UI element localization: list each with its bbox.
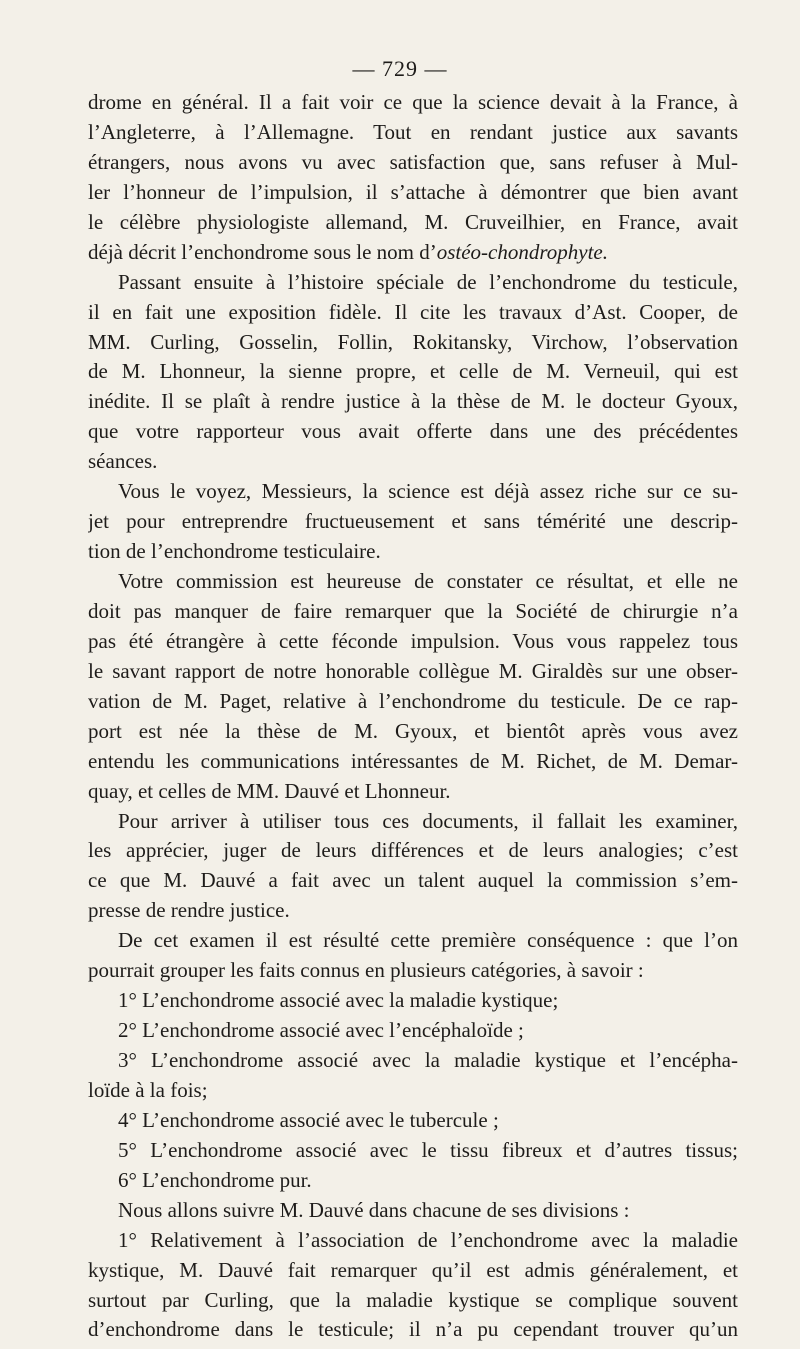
- text-line: [88, 747, 738, 777]
- text-line: [88, 1046, 738, 1076]
- text-line-content: de M. Lhonneur, la sienne propre, et celle de M. Verneuil, qui est: [88, 359, 738, 384]
- text-line: [88, 417, 738, 447]
- text-line-content: vation de M. Paget, relative à l’enchondrome du testicule. De ce rap-: [88, 688, 738, 713]
- text-line-content: 1° L’enchondrome associé avec la maladie kystique;: [118, 988, 559, 1013]
- text-line: [88, 956, 738, 986]
- text-line-content: Nous allons suivre M. Dauvé dans chacune de ses divisions :: [118, 1197, 630, 1222]
- text-line: [88, 328, 738, 358]
- text-line-content: MM. Curling, Gosselin, Follin, Rokitansky, Virchow, l’observation: [88, 329, 738, 354]
- text-line-content: inédite. Il se plaît à rendre justice à la thèse de M. le docteur Gyoux,: [88, 389, 738, 414]
- text-line-content: De cet examen il est résulté cette première conséquence : que l’on: [118, 928, 738, 953]
- text-line-content: que votre rapporteur vous avait offerte dans une des précédentes: [88, 419, 738, 444]
- text-line: [88, 777, 738, 807]
- text-line: [88, 866, 738, 896]
- text-line-content: Pour arriver à utiliser tous ces documents, il fallait les examiner,: [118, 808, 738, 833]
- text-line: [88, 1166, 738, 1196]
- text-line: [88, 717, 738, 747]
- text-line-content: 2° L’enchondrome associé avec l’encéphaloïde ;: [118, 1018, 524, 1043]
- text-line-content: loïde à la fois;: [88, 1077, 208, 1102]
- text-line-content: étrangers, nous avons vu avec satisfaction que, sans refuser à Mul-: [88, 149, 738, 174]
- text-line-content: tion de l’enchondrome testiculaire.: [88, 539, 381, 564]
- page-number: — 729 —: [352, 56, 448, 81]
- text-line-content: d’enchondrome dans le testicule; il n’a pu cependant trouver qu’un: [88, 1317, 738, 1342]
- text-line: [88, 1256, 738, 1286]
- text-line: [88, 447, 738, 477]
- text-line: [88, 986, 738, 1016]
- text-line: [88, 268, 738, 298]
- text-line: [88, 896, 738, 926]
- text-line: [88, 1226, 738, 1256]
- text-line-content: presse de rendre justice.: [88, 898, 290, 923]
- text-line-content: jet pour entreprendre fructueusement et sans témérité une descrip-: [88, 509, 738, 534]
- text-line: [88, 807, 738, 837]
- text-line-content: ce que M. Dauvé a fait avec un talent auquel la commission s’em-: [88, 868, 738, 893]
- text-line-content: 6° L’enchondrome pur.: [118, 1167, 312, 1192]
- text-line-content: déjà décrit l’enchondrome sous le nom d’: [88, 239, 437, 264]
- body-text: [88, 88, 738, 1345]
- text-line: [88, 238, 738, 268]
- text-line-content: ler l’honneur de l’impulsion, il s’attache à démontrer que bien avant: [88, 179, 738, 204]
- text-line: [88, 178, 738, 208]
- text-line: [88, 148, 738, 178]
- text-line: [88, 298, 738, 328]
- text-line: [88, 836, 738, 866]
- text-line-content: entendu les communications intéressantes de M. Richet, de M. Demar-: [88, 748, 738, 773]
- text-line-content: il en fait une exposition fidèle. Il cite les travaux d’Ast. Cooper, de: [88, 299, 738, 324]
- text-line-content: l’Angleterre, à l’Allemagne. Tout en rendant justice aux savants: [88, 119, 738, 144]
- text-line: [88, 88, 738, 118]
- text-line: [88, 477, 738, 507]
- text-line: [88, 1016, 738, 1046]
- text-line: [88, 387, 738, 417]
- text-line: [88, 1196, 738, 1226]
- text-line: [88, 1315, 738, 1345]
- text-line-content: port est née la thèse de M. Gyoux, et bientôt après vous avez: [88, 718, 738, 743]
- text-line-content: Passant ensuite à l’histoire spéciale de l’enchondrome du testicule,: [118, 269, 738, 294]
- text-line-content: kystique, M. Dauvé fait remarquer qu’il est admis généralement, et: [88, 1257, 738, 1282]
- text-line: [88, 597, 738, 627]
- text-line-content: 5° L’enchondrome associé avec le tissu fibreux et d’autres tissus;: [118, 1137, 738, 1162]
- text-line-content: pas été étrangère à cette féconde impulsion. Vous vous rappelez tous: [88, 628, 738, 653]
- text-line: [88, 537, 738, 567]
- text-line-content: Votre commission est heureuse de constater ce résultat, et elle ne: [118, 569, 738, 593]
- text-line: [88, 657, 738, 687]
- text-line-content: surtout par Curling, que la maladie kystique se complique souvent: [88, 1287, 738, 1312]
- text-line: [88, 357, 738, 387]
- italic-term: ostéo-chondrophyte.: [436, 239, 608, 264]
- text-line-content: séances.: [88, 449, 158, 474]
- text-line-content: drome en général. Il a fait voir ce que la science devait à la France, à: [88, 90, 738, 114]
- text-line: [88, 687, 738, 717]
- text-line: [88, 627, 738, 657]
- text-line: [88, 118, 738, 148]
- text-line-content: le savant rapport de notre honorable collègue M. Giraldès sur une obser-: [88, 658, 738, 683]
- text-line: [88, 208, 738, 238]
- text-line-content: doit pas manquer de faire remarquer que la Société de chirurgie n’a: [88, 598, 738, 623]
- text-line-content: pourrait grouper les faits connus en plusieurs catégories, à savoir :: [88, 958, 644, 983]
- text-line-content: les apprécier, juger de leurs différences et de leurs analogies; c’est: [88, 838, 738, 863]
- text-line-content: 3° L’enchondrome associé avec la maladie kystique et l’encépha-: [118, 1048, 738, 1072]
- text-line: [88, 926, 738, 956]
- text-line-content: quay, et celles de MM. Dauvé et Lhonneur.: [88, 778, 451, 803]
- text-line-content: le célèbre physiologiste allemand, M. Cruveilhier, en France, avait: [88, 209, 738, 234]
- text-line: [88, 507, 738, 537]
- text-line: [88, 567, 738, 597]
- text-line-content: Vous le voyez, Messieurs, la science est déjà assez riche sur ce su-: [118, 479, 738, 504]
- text-line-content: 4° L’enchondrome associé avec le tubercule ;: [118, 1107, 499, 1132]
- text-line: [88, 1136, 738, 1166]
- text-line-content: 1° Relativement à l’association de l’enchondrome avec la maladie: [118, 1227, 738, 1252]
- text-line: [88, 1106, 738, 1136]
- text-line: [88, 1286, 738, 1316]
- text-line: [88, 1076, 738, 1106]
